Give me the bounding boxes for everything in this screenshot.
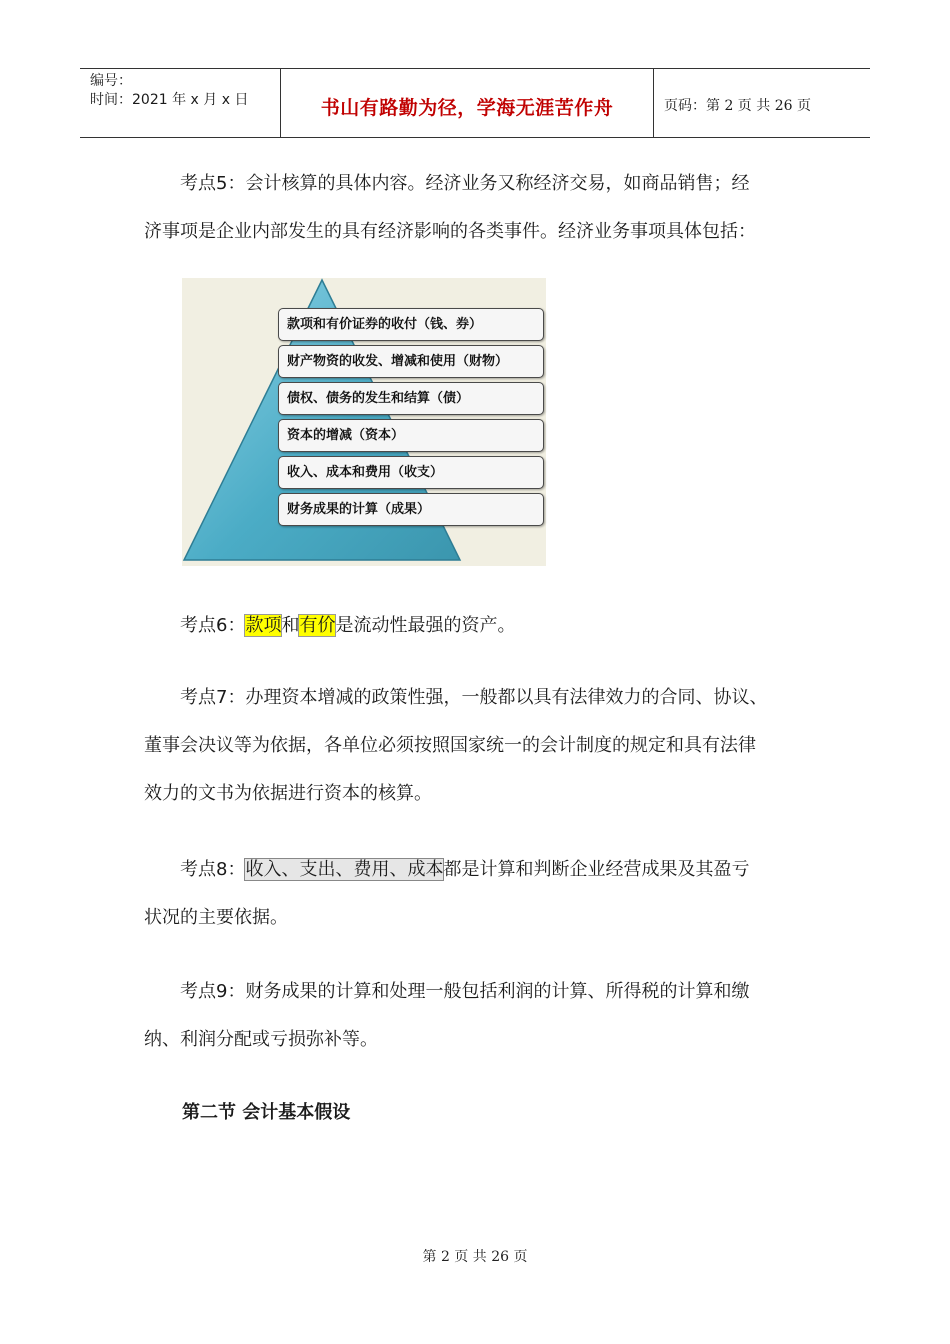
header-meta-cell	[80, 69, 281, 137]
text: 都是计算和判断企业经营成果及其盈亏	[443, 859, 750, 880]
text: 效力的文书为依据进行资本的核算。	[144, 783, 432, 804]
pyramid-item: 债权、债务的发生和结算（债）	[278, 382, 544, 415]
page-header	[80, 68, 870, 138]
paragraph-line	[144, 770, 804, 818]
pyramid-item: 款项和有价证券的收付（钱、券）	[278, 308, 544, 341]
header-motto-cell	[281, 69, 654, 137]
text: 考点8：	[180, 859, 246, 880]
text: 考点9：财务成果的计算和处理一般包括利润的计算、所得税的计算和缴	[180, 981, 750, 1002]
paragraph-line	[144, 674, 804, 722]
paragraph-line	[144, 968, 804, 1016]
highlight-term: 款项	[245, 615, 282, 636]
pyramid-item: 资本的增减（资本）	[278, 419, 544, 452]
text: 济事项是企业内部发生的具有经济影响的各类事件。经济业务事项具体包括：	[144, 221, 756, 242]
text: 董事会决议等为依据，各单位必须按照国家统一的会计制度的规定和具有法律	[144, 735, 756, 756]
document-number-label: 编号：	[90, 73, 132, 89]
page-footer: 第 2 页 共 26 页	[422, 1249, 528, 1265]
paragraph-point-9	[144, 968, 804, 1064]
paragraph-line	[144, 722, 804, 770]
header-motto: 书山有路勤为径，学海无涯苦作舟	[320, 97, 614, 119]
highlight-term: 收入、支出、费用、成本	[245, 859, 444, 880]
pyramid-item: 财产物资的收发、增减和使用（财物）	[278, 345, 544, 378]
paragraph-point-8	[144, 846, 804, 942]
paragraph-point-6	[144, 602, 804, 650]
header-page-cell	[654, 69, 870, 137]
pyramid-item: 财务成果的计算（成果）	[278, 493, 544, 526]
highlight-term: 有价	[299, 615, 336, 636]
header-page-info: 页码：第 2 页 共 26 页	[664, 98, 811, 114]
pyramid-item: 收入、成本和费用（收支）	[278, 456, 544, 489]
section-heading: 第二节 会计基本假设	[182, 1102, 351, 1123]
paragraph-line	[144, 602, 804, 650]
paragraph-line	[144, 160, 804, 208]
text: 是流动性最强的资产。	[335, 615, 516, 636]
text: 考点5：会计核算的具体内容。经济业务又称经济交易，如商品销售；经	[180, 173, 750, 194]
text: 考点6：	[180, 615, 246, 636]
paragraph-line	[144, 1016, 804, 1064]
business-items-pyramid-diagram	[182, 278, 546, 566]
text: 考点7：办理资本增减的政策性强，一般都以具有法律效力的合同、协议、	[180, 687, 768, 708]
document-date-label: 时间：2021 年 x 月 x 日	[90, 92, 249, 108]
paragraph-line	[144, 208, 804, 256]
paragraph-line	[144, 894, 804, 942]
paragraph-point-7	[144, 674, 804, 818]
text: 状况的主要依据。	[144, 907, 288, 928]
paragraph-point-5	[144, 160, 804, 256]
text: 和	[281, 615, 300, 636]
paragraph-line	[144, 846, 804, 894]
text: 纳、利润分配或亏损弥补等。	[144, 1029, 378, 1050]
